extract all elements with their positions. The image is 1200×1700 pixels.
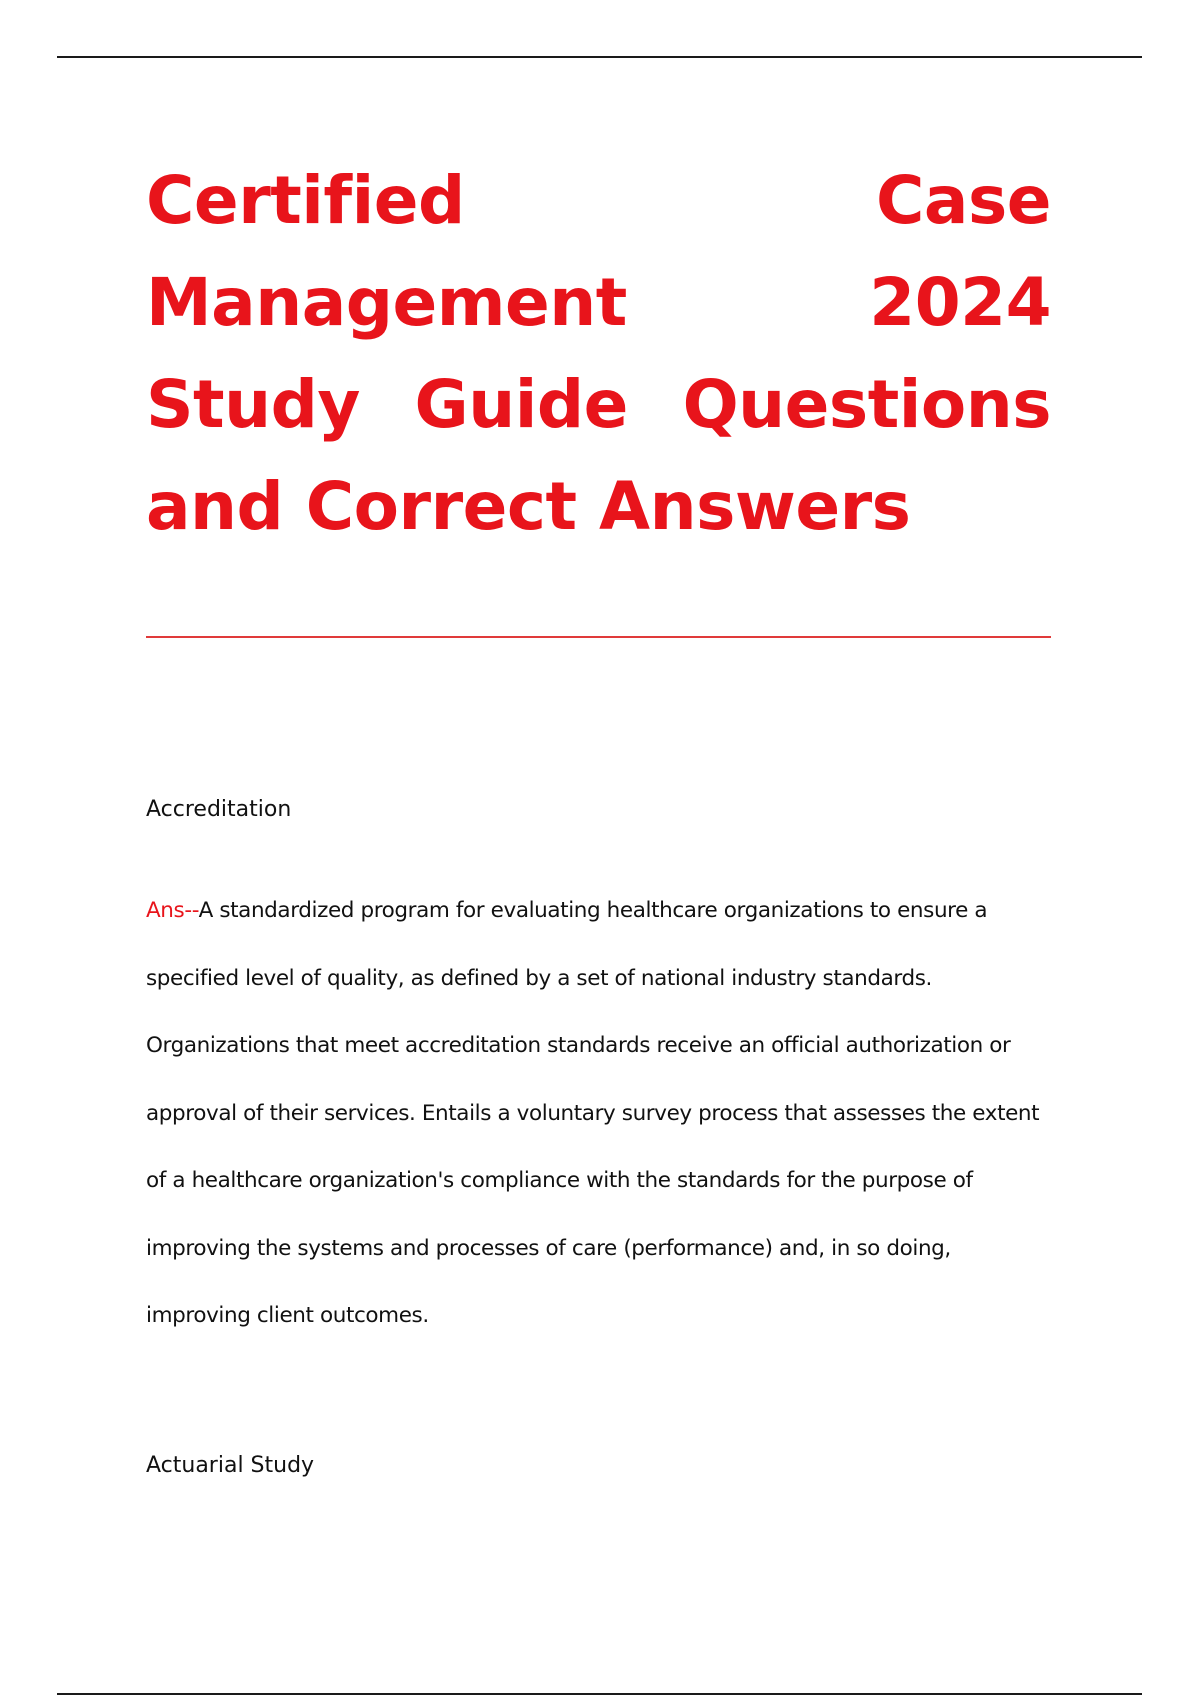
title-underline-rule [146,636,1051,638]
term-accreditation: Accreditation [146,797,292,822]
page-bottom-rule [57,1693,1142,1695]
answer-prefix: Ans-- [146,898,199,923]
term-actuarial-study: Actuarial Study [146,1453,315,1478]
document-title: Certified Case Management 2024 Study Guide Questions and Correct Answers [146,162,1051,545]
answer-accreditation [146,877,1051,1350]
answer-text: A standardized program for evaluating healthcare organizations to ensure a specified level of quality, as defined by a set of national industry standards. Organizations that meet accreditation standards receive an official authorization or approval of their services. Entails a voluntary survey process that assesses the extent of a healthcare organization's compliance with the standards for the purpose of improving the systems and processes of care (performance) and, in so doing, improving client outcomes. [146,898,1040,1328]
page-top-rule [57,56,1142,58]
